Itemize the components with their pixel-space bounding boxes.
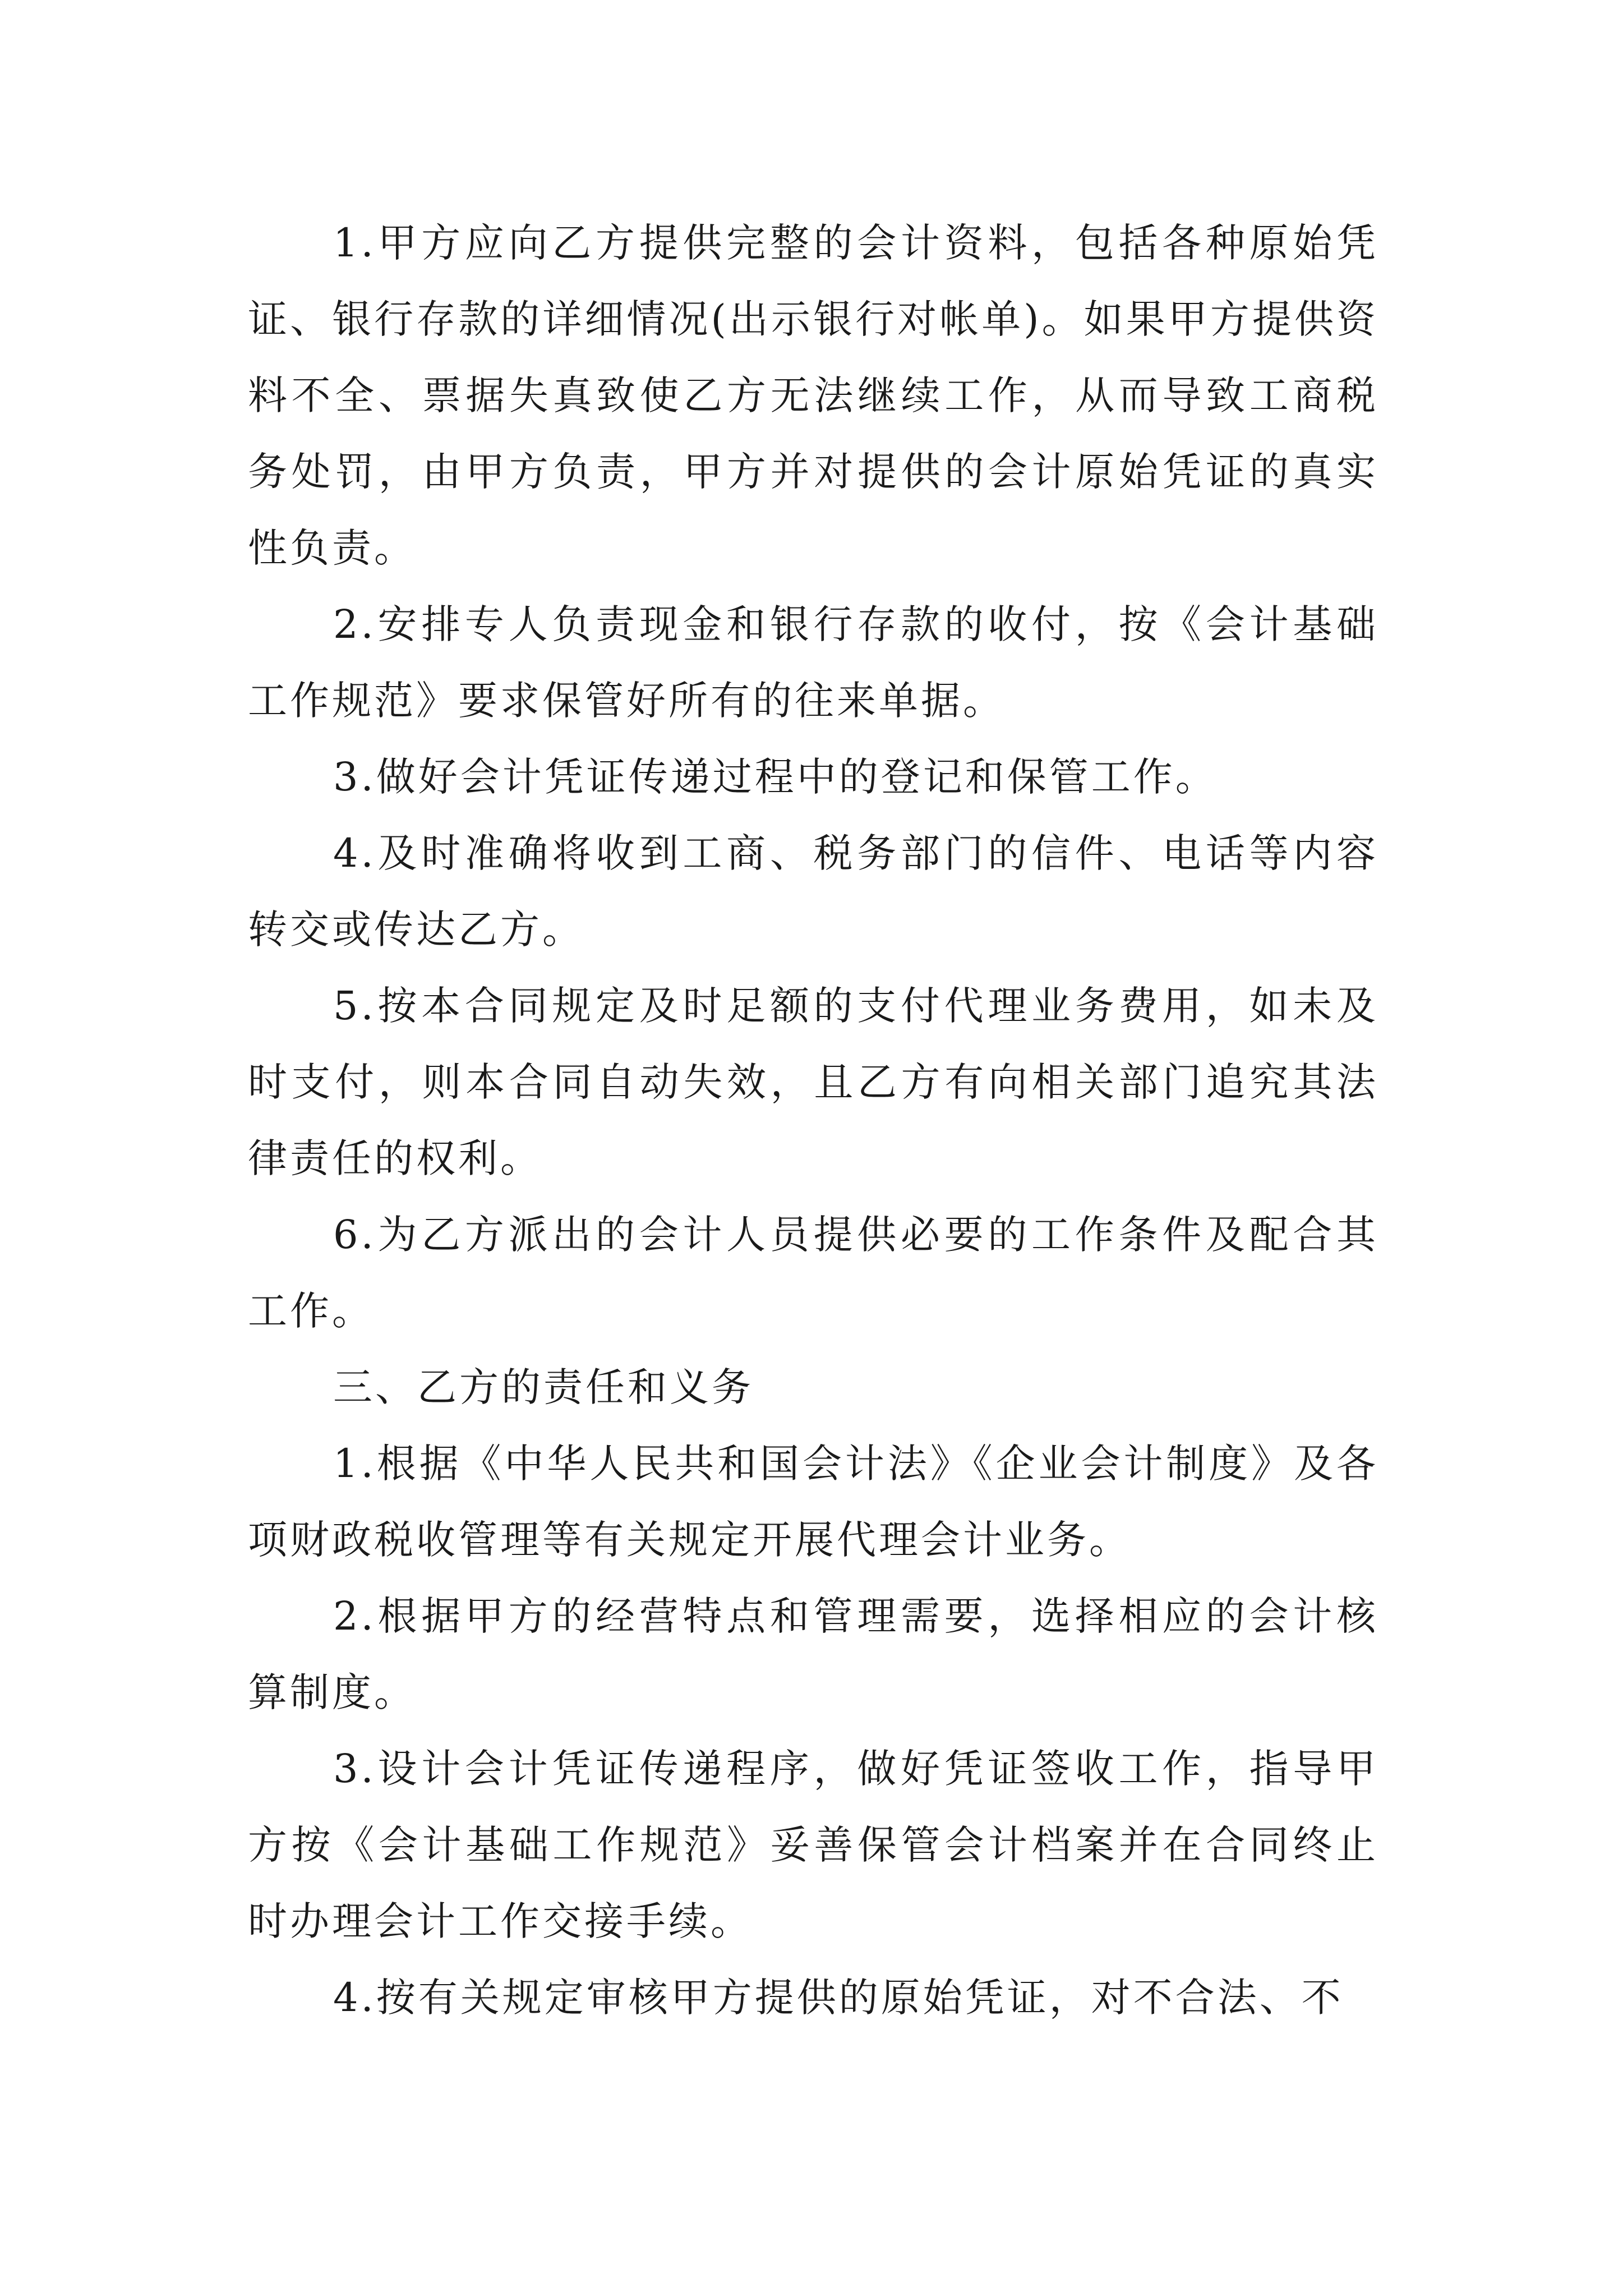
paragraph-party-a-duty-4: 4.及时准确将收到工商、税务部门的信件、电话等内容转交或传达乙方。: [248, 830, 1378, 953]
paragraph-party-b-duty-1: 1.根据《中华人民共和国会计法》《企业会计制度》及各项财政税收管理等有关规定开展代理会计业务。: [248, 1441, 1378, 1563]
paragraph-party-b-duty-4: 4.按有关规定审核甲方提供的原始凭证，对不合法、不: [333, 1975, 1344, 2021]
paragraph-party-b-duty-2: 2.根据甲方的经营特点和管理需要，选择相应的会计核算制度。: [248, 1593, 1378, 1715]
paragraph-party-a-duty-2: 2.安排专人负责现金和银行存款的收付，按《会计基础工作规范》要求保管好所有的往来单据。: [248, 601, 1378, 724]
paragraph-party-a-duty-1: 1.甲方应向乙方提供完整的会计资料，包括各种原始凭证、银行存款的详细情况(出示银行对帐单)。如果甲方提供资料不全、票据失真致使乙方无法继续工作，从而导致工商税务处罚，由甲方负责，甲方并对提供的会计原始凭证的真实性负责。: [248, 220, 1378, 571]
document-body: [248, 205, 1378, 2036]
paragraph-party-a-duty-6: 6.为乙方派出的会计人员提供必要的工作条件及配合其工作。: [248, 1212, 1378, 1334]
paragraph-party-a-duty-3: 3.做好会计凭证传递过程中的登记和保管工作。: [333, 754, 1218, 800]
paragraph-party-b-duty-3: 3.设计会计凭证传递程序，做好凭证签收工作，指导甲方按《会计基础工作规范》妥善保管会计档案并在合同终止时办理会计工作交接手续。: [248, 1746, 1378, 1944]
section-heading-party-b: 三、乙方的责任和义务: [333, 1364, 754, 1410]
paragraph-party-a-duty-5: 5.按本合同规定及时足额的支付代理业务费用，如未及时支付，则本合同自动失效，且乙方有向相关部门追究其法律责任的权利。: [248, 983, 1378, 1181]
